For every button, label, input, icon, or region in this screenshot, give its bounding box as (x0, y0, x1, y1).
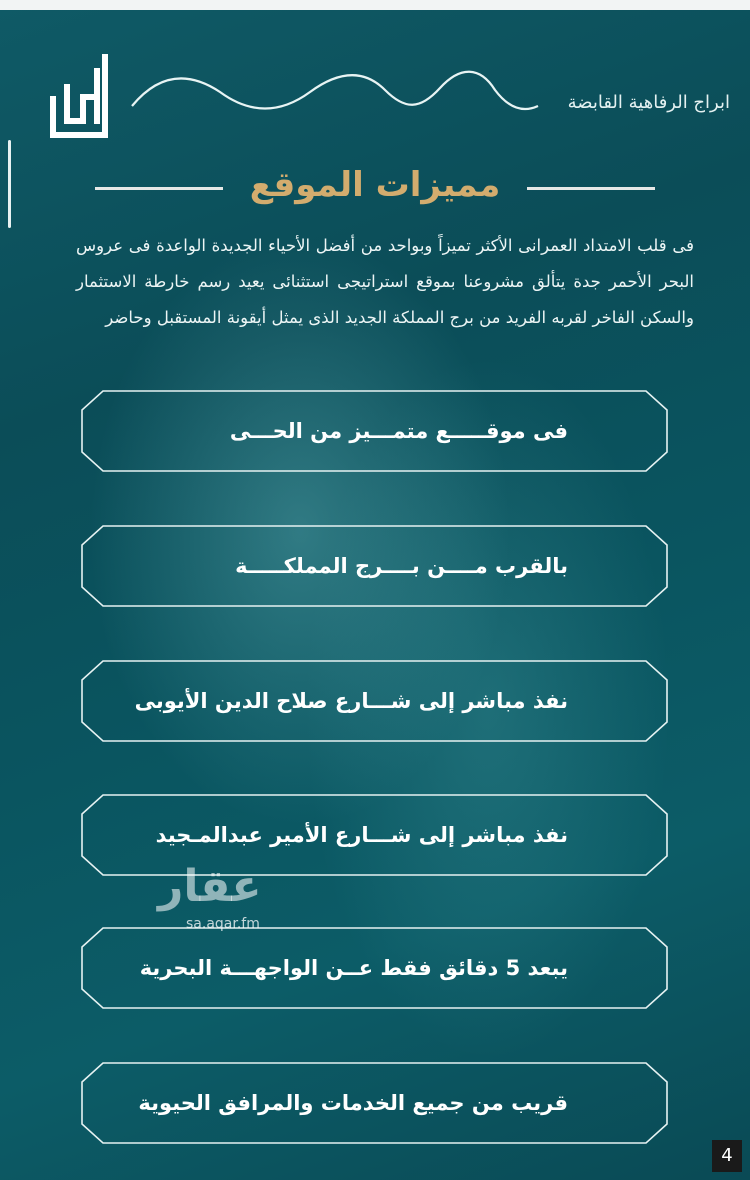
feature-box-1 (81, 390, 668, 472)
top-bar (0, 0, 750, 10)
decorative-wave (130, 62, 540, 122)
feature-label: نفذ مباشر إلى شـــارع الأمير عبدالمـجيد (155, 823, 568, 847)
company-name: ابراج الرفاهية القابضة (567, 92, 730, 113)
section-title: مميزات الموقع (249, 165, 501, 205)
feature-label: نفذ مباشر إلى شـــارع صلاح الدين الأيوبى (134, 689, 568, 713)
feature-box-5 (81, 927, 668, 1009)
page-number: 4 (712, 1140, 742, 1172)
company-logo (46, 54, 112, 144)
feature-label: قريب من جميع الخدمات والمرافق الحيوية (138, 1091, 568, 1115)
feature-box-3 (81, 660, 668, 742)
feature-label: يبعد 5 دقائق فقط عــن الواجهـــة البحرية (139, 956, 568, 980)
watermark-logo: عقار (158, 861, 262, 912)
feature-label: فى موقـــــع متمـــيز من الحـــى (229, 419, 568, 443)
watermark-url: sa.aqar.fm (186, 916, 260, 932)
feature-box-2 (81, 525, 668, 607)
section-title-row (0, 160, 750, 210)
feature-box-6 (81, 1062, 668, 1144)
intro-paragraph: فى قلب الامتداد العمرانى الأكثر تميزاً وبواحد من أفضل الأحياء الجديدة الواعدة فى عروس البحر الأحمر جدة يتألق مشروعنا بموقع استراتيجى استثنائى يعيد رسم خارطة الاستثمار والسكن الفاخر لقربه الفريد من برج المملكة الجديد الذى يمثل أيقونة المستقبل وحاضر (76, 236, 694, 327)
feature-label: بالقرب مــــن بــــرج المملكـــــة (235, 554, 568, 578)
